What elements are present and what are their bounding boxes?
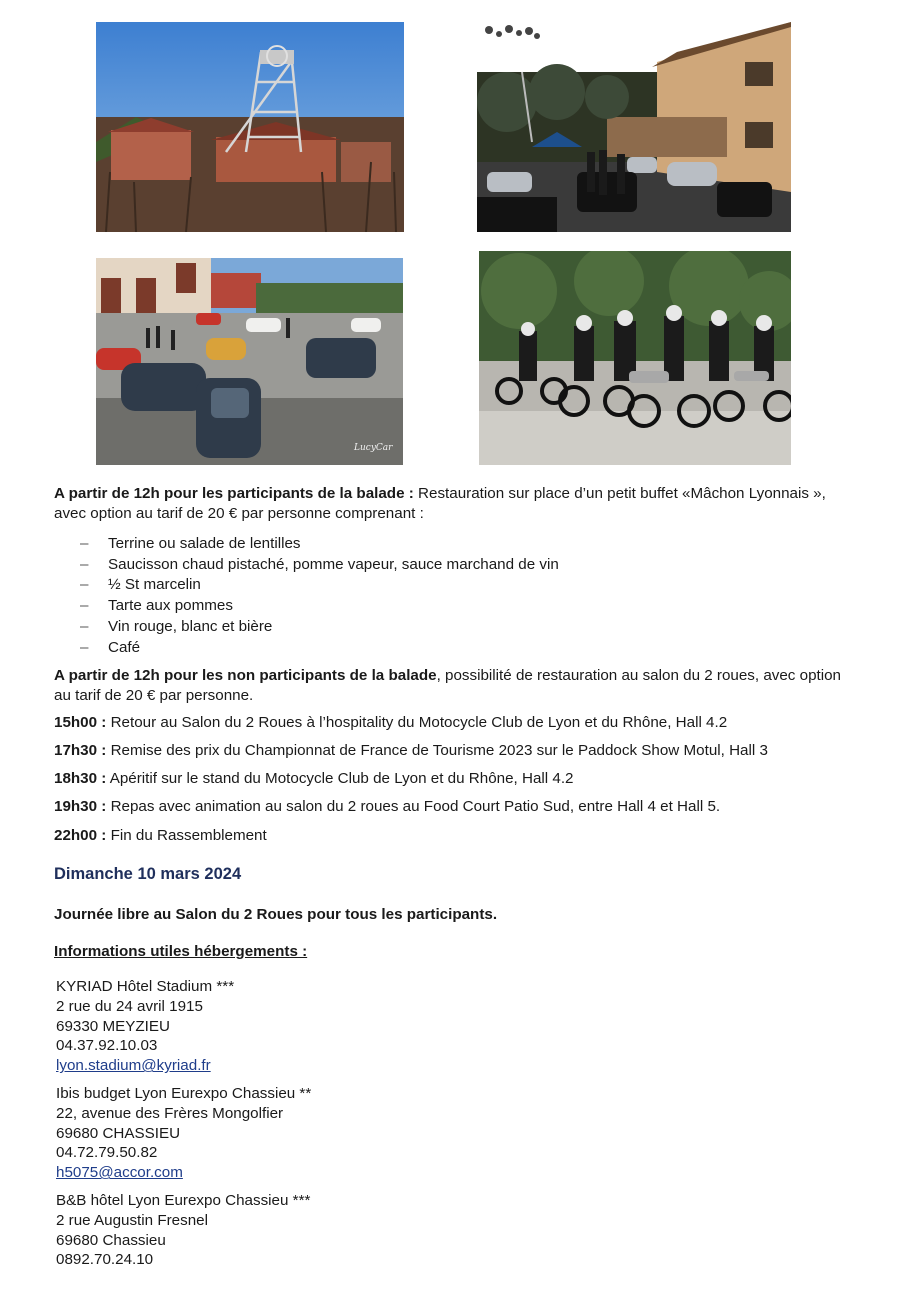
participants-lunch-heading: A partir de 12h pour les participants de la balade : xyxy=(54,485,414,502)
hotel-entry xyxy=(56,1191,310,1270)
participants-lunch-text: Restauration sur place d’un petit buffet «Mâchon Lyonnais », avec option au tarif de 20 € par personne comprenant : xyxy=(54,485,826,522)
photo-signature: LucyCar xyxy=(354,443,393,453)
photo-street-gathering xyxy=(477,22,791,232)
menu-item: – Café xyxy=(80,638,559,659)
schedule-text: Apéritif sur le stand du Motocycle Club de Lyon et du Rhône, Hall 4.2 xyxy=(106,770,574,787)
schedule-time: 22h00 : xyxy=(54,827,107,844)
hotel-entry xyxy=(56,1084,311,1183)
schedule-text: Repas avec animation au salon du 2 roues au Food Court Patio Sud, entre Hall 4 et Hall 5. xyxy=(106,798,721,815)
hotel-phone: 04.37.92.10.03 xyxy=(56,1037,158,1055)
schedule-item xyxy=(54,741,768,761)
sunday-heading: Dimanche 10 mars 2024 xyxy=(54,865,242,883)
schedule-time: 17h30 : xyxy=(54,742,107,759)
menu-list xyxy=(80,534,559,658)
schedule-time: 18h30 : xyxy=(54,770,107,787)
hotel-name: KYRIAD Hôtel Stadium *** xyxy=(56,978,235,995)
participants-lunch-paragraph xyxy=(54,484,854,524)
schedule-text: Retour au Salon du 2 Roues à l’hospitality du Motocycle Club de Lyon et du Rhône, Hall 4.2 xyxy=(106,714,728,731)
non-participants-paragraph xyxy=(54,666,854,706)
lodging-heading: Informations utiles hébergements : xyxy=(54,943,308,960)
hotel-email-link[interactable]: h5075@accor.com xyxy=(56,1164,183,1182)
menu-item: – Tarte aux pommes xyxy=(80,596,559,617)
hotel-phone: 04.72.79.50.82 xyxy=(56,1144,158,1162)
hotel-city: 69330 MEYZIEU xyxy=(56,1017,170,1035)
menu-item: – ½ St marcelin xyxy=(80,575,559,596)
schedule-item xyxy=(54,826,267,846)
hotel-phone: 0892.70.24.10 xyxy=(56,1251,154,1269)
hotel-name: B&B hôtel Lyon Eurexpo Chassieu *** xyxy=(56,1192,311,1209)
schedule-item xyxy=(54,797,720,817)
hotel-city: 69680 Chassieu xyxy=(56,1231,166,1249)
hotel-city: 69680 CHASSIEU xyxy=(56,1124,181,1142)
non-participants-text: , possibilité de restauration au salon du 2 roues, avec option au tarif de 20 € par personne. xyxy=(54,667,842,704)
menu-item: – Terrine ou salade de lentilles xyxy=(80,534,559,555)
menu-item: – Vin rouge, blanc et bière xyxy=(80,617,559,638)
hotel-name: Ibis budget Lyon Eurexpo Chassieu ** xyxy=(56,1085,312,1102)
photo-classic-cars xyxy=(96,258,403,465)
sunday-text: Journée libre au Salon du 2 Roues pour tous les participants. xyxy=(54,906,498,923)
schedule-text: Remise des prix du Championnat de France de Tourisme 2023 sur le Paddock Show Motul, Hall 3 xyxy=(106,742,768,759)
non-participants-heading: A partir de 12h pour les non participants de la balade xyxy=(54,667,437,684)
schedule-text: Fin du Rassemblement xyxy=(106,827,267,844)
photo-motorcyclists xyxy=(479,251,791,465)
schedule-item xyxy=(54,713,727,733)
photo-mine-headframe xyxy=(96,22,404,232)
hotel-address: 2 rue du 24 avril 1915 xyxy=(56,997,203,1015)
schedule-item xyxy=(54,769,573,789)
schedule-time: 19h30 : xyxy=(54,798,107,815)
hotel-entry xyxy=(56,977,234,1076)
schedule-time: 15h00 : xyxy=(54,714,107,731)
menu-item: – Saucisson chaud pistaché, pomme vapeur, sauce marchand de vin xyxy=(80,555,559,576)
hotel-address: 2 rue Augustin Fresnel xyxy=(56,1211,208,1229)
hotel-email-link[interactable]: lyon.stadium@kyriad.fr xyxy=(56,1057,211,1075)
hotel-address: 22, avenue des Frères Mongolfier xyxy=(56,1104,284,1122)
